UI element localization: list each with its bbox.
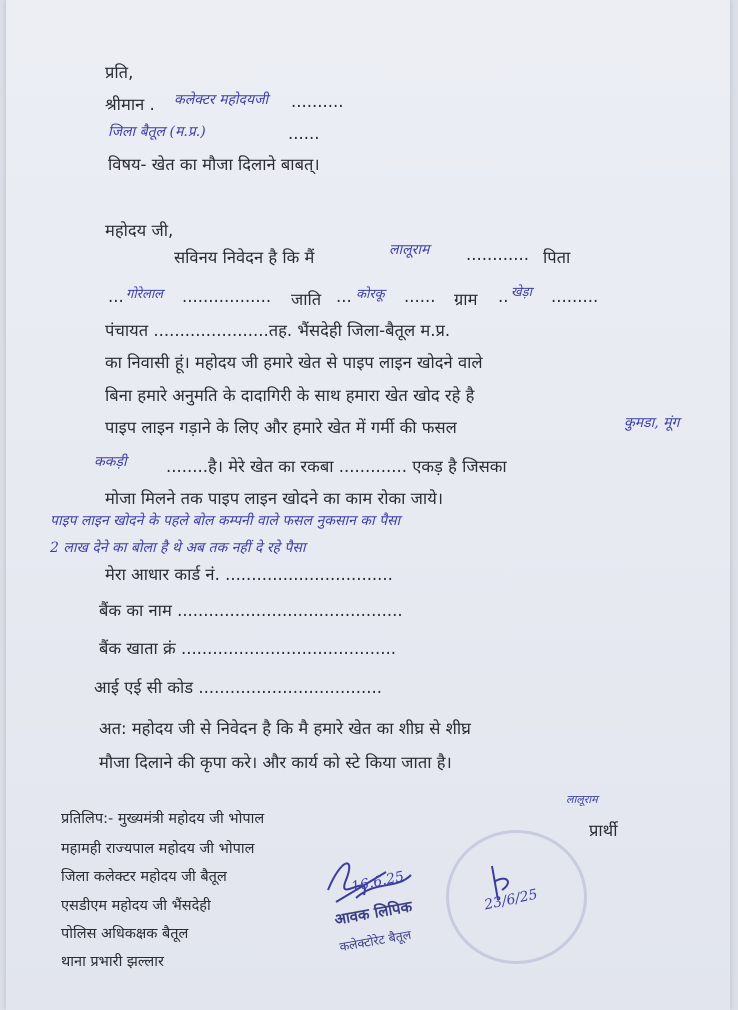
caste-handwritten: कोरकू [356, 287, 385, 302]
district-dots: ...... [288, 124, 320, 143]
ifsc-line: आई एई सी कोड ................................... [94, 678, 382, 697]
village-dots-pre: .. [498, 287, 509, 306]
copy-item: थाना प्रभारी झल्लार [61, 954, 164, 970]
mahoday-salutation: महोदय जी, [105, 221, 174, 240]
copy-item: एसडीएम महोदय जी भैंसदेही [61, 898, 211, 914]
village-dots: ......... [551, 287, 599, 306]
stamp-department: आवक लिपिक [333, 897, 414, 929]
letter-page [6, 0, 730, 1010]
village-handwritten: खेड़ा [511, 285, 532, 300]
handwritten-note-line1: पाइप लाइन खोदने के पहले बोल कम्पनी वाले फसल नुकसान का पैसा [50, 513, 401, 529]
stamp-office: कलेक्टोरेट बैतूल [338, 926, 413, 955]
body-line8: मोजा मिलने तक पाइप लाइन खोदने का काम रोका जाये। [105, 489, 444, 508]
subject-line: विषय- खेत का मौजा दिलाने बाबत्। [108, 155, 320, 174]
body-line5: बिना हमारे अनुमति के दादागिरी के साथ हमारा खेत खोद रहे है [105, 386, 475, 405]
copy-item: महामही राज्यपाल महोदय जी भोपाल [61, 841, 255, 857]
closing-line2: मौजा दिलाने की कृपा करे। और कार्य को स्टे किया जाता है। [99, 753, 452, 772]
caste-dots: ...... [404, 287, 436, 306]
crop-handwritten-1: कुमडा, मूंग [624, 415, 680, 431]
district-handwritten: जिला बैतूल (म.प्र.) [108, 124, 206, 140]
crop-handwritten-2: ककड़ी [94, 454, 127, 470]
closing-line1: अत: महोदय जी से निवेदन है कि मै हमारे खेत का शीघ्र से शीघ्र [99, 719, 471, 738]
village-label: ग्राम [454, 290, 478, 309]
copy-item: पोलिस अधिकक्षक बैतूल [61, 926, 189, 942]
body-line6: पाइप लाइन गड़ाने के लिए और हमारे खेत में गर्मी की फसल [105, 418, 457, 437]
handwritten-note-line2: 2 लाख देने का बोला है थे अब तक नहीं दे रहे पैसा [50, 540, 306, 556]
body-line1-prefix: सविनय निवेदन है कि मैं [174, 248, 315, 267]
aadhaar-line: मेरा आधार कार्ड नं. ................................ [105, 565, 393, 584]
applicant-signature: लालूराम [566, 793, 598, 806]
applicant-label: प्रार्थी [589, 821, 618, 840]
copy-item: जिला कलेक्टर महोदय जी बैतूल [61, 869, 227, 885]
body-line1-dots: ............ [466, 245, 529, 264]
father-name-handwritten: गोरेलाल [126, 287, 163, 302]
bank-name-line: बैंक का नाम ........................................... [99, 601, 403, 620]
recipient-dots: .......... [291, 92, 344, 111]
copies-title: प्रतिलिप:- मुख्यमंत्री महोदय जी भोपाल [61, 811, 265, 827]
recipient-handwritten: कलेक्टर महोदयजी [174, 92, 269, 108]
caste-label: जाति [291, 290, 322, 309]
panchayat-line: पंचायत ......................तह. भैंसदेही जिला-बैतूल म.प्र. [105, 321, 451, 340]
stamp-date-1: 16.6.25 [349, 868, 406, 896]
applicant-name-handwritten: लालूराम [389, 242, 430, 258]
bank-account-line: बैंक खाता क्रं ......................................... [99, 639, 396, 658]
father-dots: ................. [182, 287, 272, 306]
salutation-prati: प्रति, [105, 63, 134, 82]
father-dots-pre: ... [108, 287, 124, 306]
shriman-label: श्रीमान . [105, 95, 155, 114]
father-label: पिता [543, 248, 571, 267]
stamp-date-2: 23/6/25 [482, 886, 540, 914]
body-line7: ........है। मेरे खेत का रकबा ............. एकड़ है जिसका [166, 457, 507, 476]
body-line4: का निवासी हूं। महोदय जी हमारे खेत से पाइप लाइन खोदने वाले [105, 353, 483, 372]
caste-dots-pre: ... [336, 287, 352, 306]
